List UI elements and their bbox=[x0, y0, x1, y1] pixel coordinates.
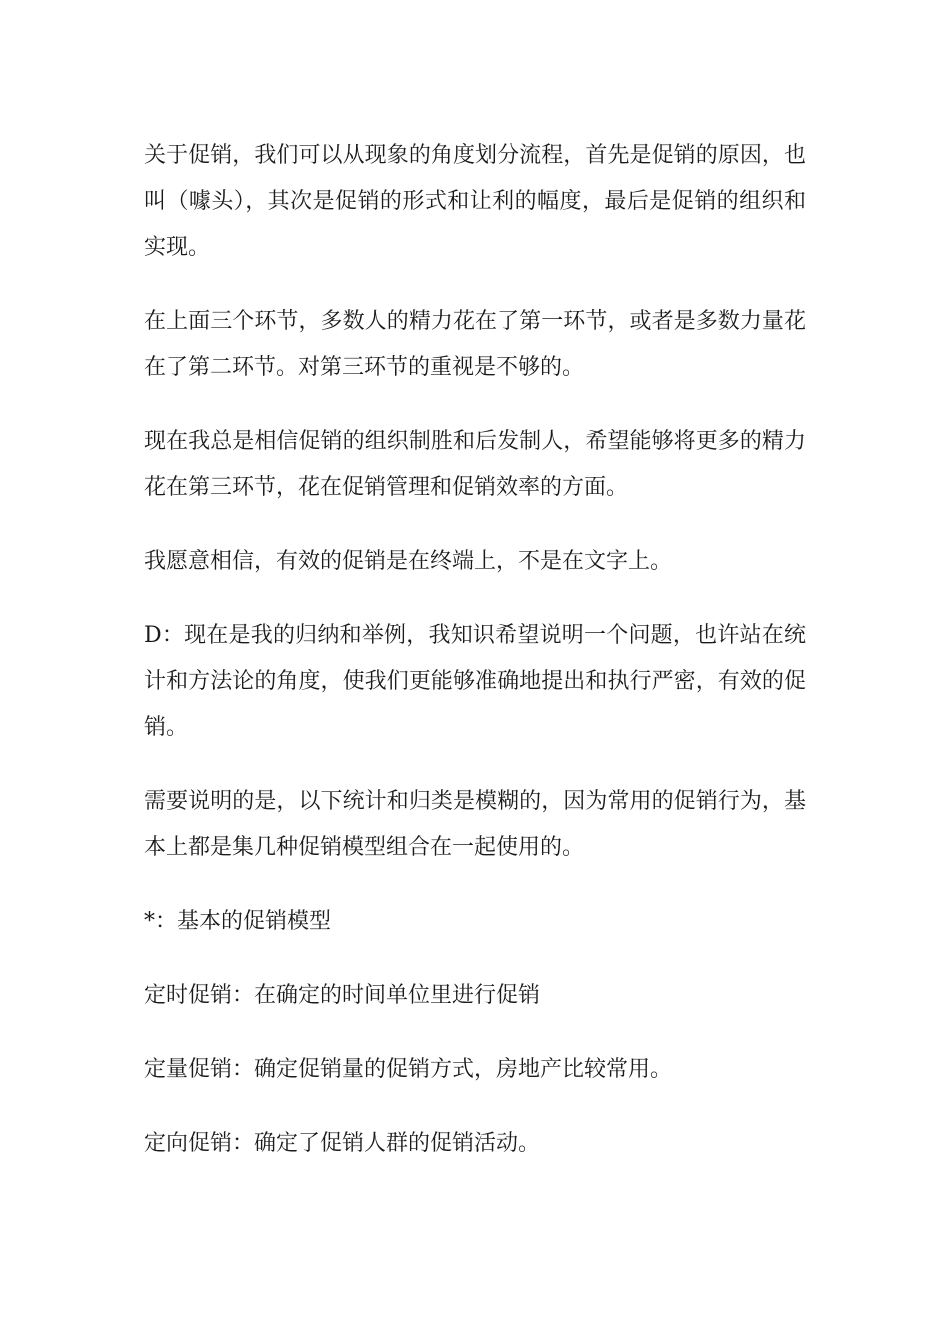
paragraph-three-stages: 在上面三个环节，多数人的精力花在了第一环节，或者是多数力量花在了第二环节。对第三环节的重视是不够的。 bbox=[144, 309, 806, 380]
list-item-timed-promotion: 定时促销：在确定的时间单位里进行促销 bbox=[144, 983, 541, 1008]
paragraph-summary-d: D：现在是我的归纳和举例，我知识希望说明一个问题，也许站在统计和方法论的角度，使我们更能够准确地提出和执行严密，有效的促销。 bbox=[144, 623, 806, 740]
section-heading-basic-models: *：基本的促销模型 bbox=[144, 909, 332, 934]
paragraph-note: 需要说明的是，以下统计和归类是模糊的，因为常用的促销行为，基本上都是集几种促销模型组合在一起使用的。 bbox=[144, 789, 806, 860]
paragraph-organization: 现在我总是相信促销的组织制胜和后发制人，希望能够将更多的精力花在第三环节，花在促销管理和促销效率的方面。 bbox=[144, 429, 806, 500]
paragraph-terminal: 我愿意相信，有效的促销是在终端上，不是在文字上。 bbox=[144, 549, 673, 574]
list-item-targeted-promotion: 定向促销：确定了促销人群的促销活动。 bbox=[144, 1131, 541, 1156]
list-item-quantity-promotion: 定量促销：确定促销量的促销方式，房地产比较常用。 bbox=[144, 1057, 673, 1082]
document-body bbox=[144, 133, 806, 1195]
paragraph-promotion-process: 关于促销，我们可以从现象的角度划分流程，首先是促销的原因，也叫（噱头），其次是促销的形式和让利的幅度，最后是促销的组织和实现。 bbox=[144, 143, 806, 260]
